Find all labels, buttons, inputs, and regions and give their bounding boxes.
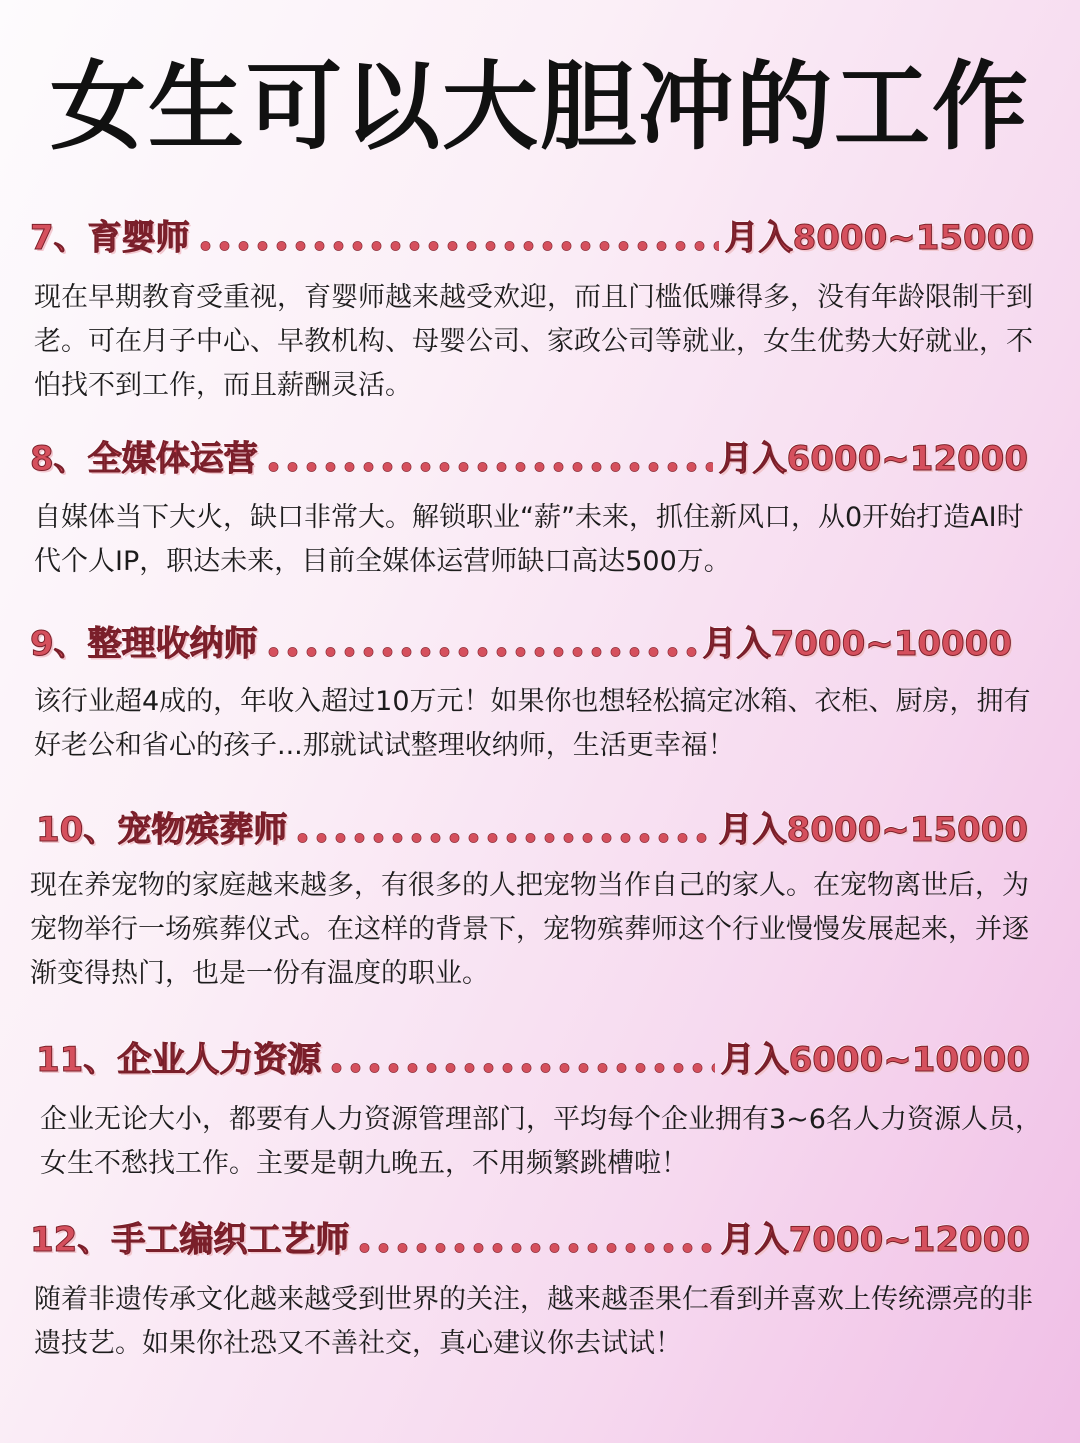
job-description: 企业无论大小，都要有人力资源管理部门，平均每个企业拥有3~6名人力资源人员，女生不愁找工作。主要是朝九晚五，不用频繁跳槽啦！ — [40, 1104, 1042, 1179]
job-description: 该行业超4成的，年收入超过10万元！如果你也想轻松搞定冰箱、衣柜、厨房，拥有好老公和省心的孩子...那就试试整理收纳师，生活更幸福！ — [34, 686, 1031, 761]
job-title: 10、宠物殡葬师 — [36, 810, 288, 850]
job-title: 9、整理收纳师 — [30, 624, 258, 664]
dotted-leader — [293, 832, 712, 844]
job-title: 12、手工编织工艺师 — [30, 1220, 350, 1260]
job-heading — [36, 1036, 1030, 1084]
job-salary: 月入6000~12000 — [718, 439, 1028, 479]
job-salary: 月入6000~10000 — [720, 1040, 1030, 1080]
job-title: 8、全媒体运营 — [30, 439, 258, 479]
page-title: 女生可以大胆冲的工作 — [50, 51, 1030, 163]
dotted-leader — [327, 1062, 714, 1074]
job-description: 自媒体当下大火，缺口非常大。解锁职业“薪”未来，抓住新风口，从0开始打造AI时代个人IP，职达未来，目前全媒体运营师缺口高达500万。 — [34, 502, 1024, 577]
job-heading — [30, 435, 1028, 483]
job-salary: 月入8000~15000 — [724, 218, 1034, 258]
job-title: 7、育婴师 — [30, 218, 190, 258]
job-salary: 月入7000~12000 — [720, 1220, 1030, 1260]
job-description: 现在养宠物的家庭越来越多，有很多的人把宠物当作自己的家人。在宠物离世后，为宠物举行一场殡葬仪式。在这样的背景下，宠物殡葬师这个行业慢慢发展起来，并逐渐变得热门，也是一份有温度的职业。 — [30, 870, 1029, 989]
job-heading — [30, 1216, 1030, 1264]
job-title: 11、企业人力资源 — [36, 1040, 322, 1080]
job-description: 随着非遗传承文化越来越受到世界的关注，越来越歪果仁看到并喜欢上传统漂亮的非遗技艺。如果你社恐又不善社交，真心建议你去试试！ — [34, 1284, 1033, 1359]
dotted-leader — [264, 461, 713, 473]
job-description: 现在早期教育受重视，育婴师越来越受欢迎，而且门槛低赚得多，没有年龄限制干到老。可在月子中心、早教机构、母婴公司、家政公司等就业，女生优势大好就业，不怕找不到工作，而且薪酬灵活。 — [34, 282, 1033, 401]
dotted-leader — [355, 1242, 714, 1254]
job-heading — [36, 806, 1028, 854]
job-heading — [30, 620, 1012, 668]
dotted-leader — [196, 240, 719, 252]
job-heading — [30, 214, 1034, 262]
job-salary: 月入7000~10000 — [702, 624, 1012, 664]
dotted-leader — [264, 646, 697, 658]
job-salary: 月入8000~15000 — [718, 810, 1028, 850]
